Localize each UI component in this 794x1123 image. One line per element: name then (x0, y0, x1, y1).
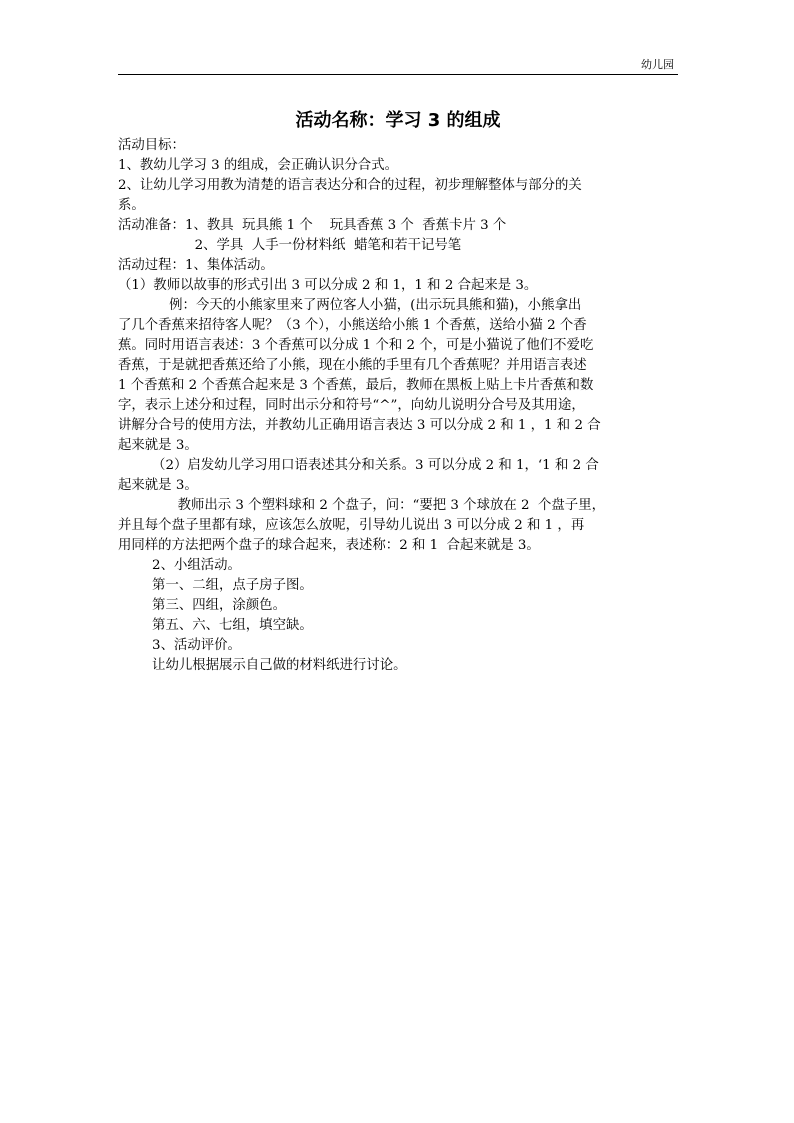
page-title: 活动名称：学习 3 的组成 (295, 110, 501, 131)
page-header (118, 56, 678, 75)
body-line: 活动过程：1、集体活动。 (118, 258, 274, 273)
body-line: 让幼儿根据展示自己做的材料纸进行讨论。 (118, 658, 407, 673)
body-line: 香蕉，于是就把香蕉还给了小熊，现在小熊的手里有几个香蕉呢？并用语言表述 (118, 358, 587, 373)
body-line: 第五、六、七组，填空缺。 (118, 618, 313, 633)
body-line: 讲解分合号的使用方法，并教幼儿正确用语言表达 3 可以分成 2 和 1 ，1 和 2 合 (118, 418, 601, 433)
body-line: 1 个香蕉和 2 个香蕉合起来是 3 个香蕉，最后，教师在黑板上贴上卡片香蕉和数 (118, 378, 594, 393)
body-line: 第一、二组，点子房子图。 (118, 578, 313, 593)
body-line: 3、活动评价。 (118, 638, 241, 653)
body-line: 活动目标： (118, 138, 185, 153)
body-line: 2、让幼儿学习用教为清楚的语言表达分和合的过程，初步理解整体与部分的关 (118, 178, 582, 193)
body-line: 并且每个盘子里都有球，应该怎么放呢，引导幼儿说出 3 可以分成 2 和 1 ，再 (118, 518, 585, 533)
document-body (118, 136, 680, 676)
body-line: 字，表示上述分和过程，同时出示分和符号“^”，向幼儿说明分合号及其用途， (118, 398, 585, 413)
body-line: 用同样的方法把两个盘子的球合起来，表述称：2 和 1 合起来就是 3。 (118, 538, 540, 553)
body-line: 教师出示 3 个塑料球和 2 个盘子，问：“要把 3 个球放在 2 个盘子里， (118, 498, 605, 513)
body-line: 2、学具 人手一份材料纸 蜡笔和若干记号笔 (118, 238, 462, 253)
body-line: 了几个香蕉来招待客人呢？（3 个），小熊送给小熊 1 个香蕉，送给小猫 2 个香 (118, 318, 587, 333)
body-line: （2）启发幼儿学习用口语表述其分和关系。3 可以分成 2 和 1，‘1 和 2 合 (118, 458, 599, 473)
body-line: 蕉。同时用语言表述：3 个香蕉可以分成 1 个和 2 个，可是小猫说了他们不爱吃 (118, 338, 594, 353)
body-line: 起来就是 3。 (118, 478, 198, 493)
body-line: 例：今天的小熊家里来了两位客人小猫，(出示玩具熊和猫)，小熊拿出 (118, 298, 582, 313)
body-line: 2、小组活动。 (118, 558, 241, 573)
body-line: （1）教师以故事的形式引出 3 可以分成 2 和 1，1 和 2 合起来是 3。 (118, 278, 538, 293)
body-line: 1、教幼儿学习 3 的组成，会正确认识分合式。 (118, 158, 398, 173)
body-line: 起来就是 3。 (118, 438, 198, 453)
body-line: 活动准备：1、教具 玩具熊 1 个 玩具香蕉 3 个 香蕉卡片 3 个 (118, 218, 507, 233)
body-line: 系。 (118, 198, 145, 213)
header-text: 幼儿园 (641, 58, 674, 71)
body-line: 第三、四组，涂颜色。 (118, 598, 286, 613)
